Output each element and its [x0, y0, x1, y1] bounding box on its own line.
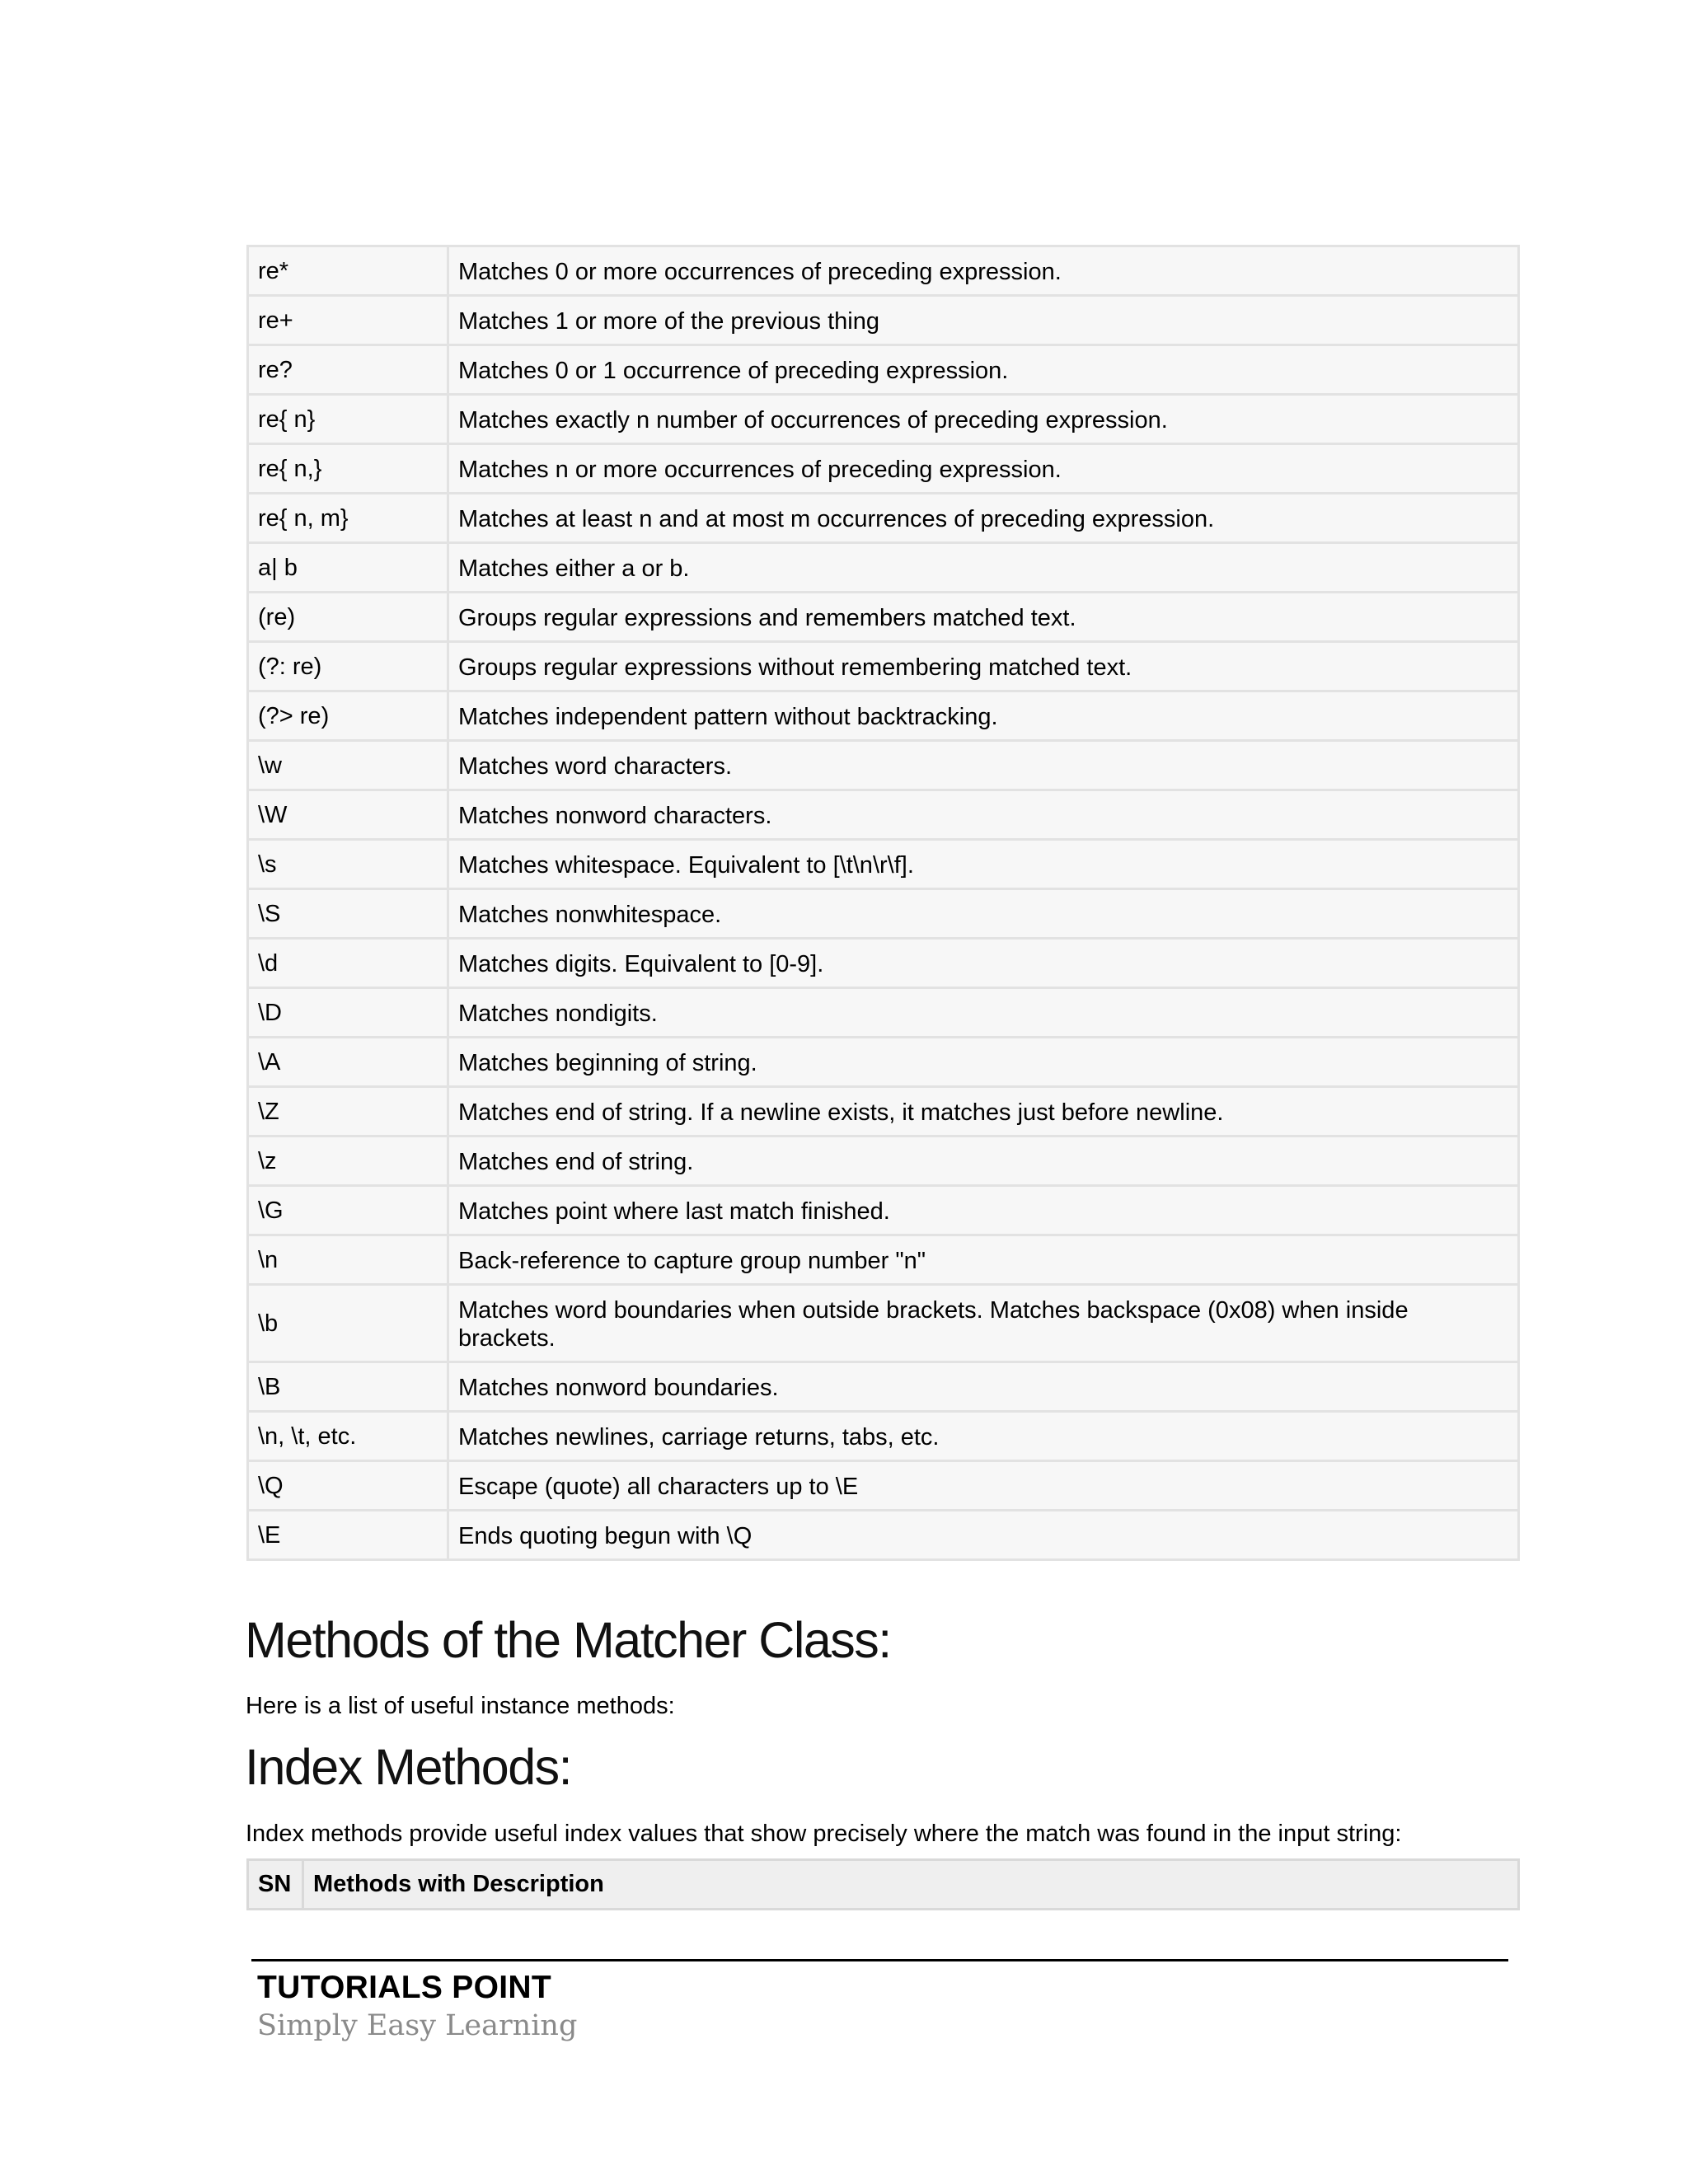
description-cell: Matches whitespace. Equivalent to [\t\n\r\f]. — [448, 840, 1519, 889]
description-cell: Matches independent pattern without backtracking. — [448, 691, 1519, 741]
description-cell: Matches word characters. — [448, 741, 1519, 790]
subexpression-cell: \Z — [248, 1087, 448, 1137]
table-row — [248, 395, 1519, 444]
table-row — [248, 1511, 1519, 1560]
footer-brand: TUTORIALS POINT — [257, 1970, 551, 2005]
description-cell: Matches exactly n number of occurrences of preceding expression. — [448, 395, 1519, 444]
description-cell: Matches beginning of string. — [448, 1038, 1519, 1087]
description-cell: Matches end of string. — [448, 1137, 1519, 1186]
table-row — [248, 593, 1519, 642]
subexpression-cell: re{ n, m} — [248, 494, 448, 543]
table-row — [248, 889, 1519, 939]
subexpression-cell: \w — [248, 741, 448, 790]
description-cell: Back-reference to capture group number "n" — [448, 1235, 1519, 1285]
table-row — [248, 642, 1519, 691]
table-row — [248, 840, 1519, 889]
table-row — [248, 296, 1519, 345]
subexpression-cell: \B — [248, 1362, 448, 1412]
subexpression-cell: \n — [248, 1235, 448, 1285]
index-methods-table — [246, 1858, 1520, 1910]
subexpression-cell: \z — [248, 1137, 448, 1186]
subexpression-cell: re* — [248, 246, 448, 296]
subexpression-cell: \S — [248, 889, 448, 939]
table-row — [248, 1362, 1519, 1412]
table-row — [248, 1137, 1519, 1186]
subexpression-cell: \Q — [248, 1461, 448, 1511]
table-row — [248, 1285, 1519, 1362]
description-cell: Matches at least n and at most m occurrences of preceding expression. — [448, 494, 1519, 543]
section-heading-matcher-methods: Methods of the Matcher Class: — [245, 1612, 891, 1668]
column-header-methods: Methods with Description — [303, 1860, 1519, 1910]
description-cell: Matches n or more occurrences of preceding expression. — [448, 444, 1519, 494]
table-row — [248, 988, 1519, 1038]
subexpression-cell: re? — [248, 345, 448, 395]
table-row — [248, 790, 1519, 840]
subexpression-cell: \s — [248, 840, 448, 889]
description-cell: Matches nonword boundaries. — [448, 1362, 1519, 1412]
table-header-row — [248, 1860, 1519, 1910]
table-row — [248, 1461, 1519, 1511]
description-cell: Escape (quote) all characters up to \E — [448, 1461, 1519, 1511]
description-cell: Matches nondigits. — [448, 988, 1519, 1038]
section-intro-matcher: Here is a list of useful instance methods: — [246, 1693, 675, 1719]
table-row — [248, 1038, 1519, 1087]
description-cell: Matches newlines, carriage returns, tabs, etc. — [448, 1412, 1519, 1461]
table-row — [248, 1087, 1519, 1137]
regex-table-body — [248, 246, 1519, 1560]
table-row — [248, 1186, 1519, 1235]
section-heading-index-methods: Index Methods: — [245, 1739, 572, 1795]
subexpression-cell: \G — [248, 1186, 448, 1235]
subexpression-cell: (re) — [248, 593, 448, 642]
regex-syntax-table — [246, 245, 1520, 1561]
table-row — [248, 1412, 1519, 1461]
table-row — [248, 741, 1519, 790]
subexpression-cell: \D — [248, 988, 448, 1038]
table-row — [248, 246, 1519, 296]
subexpression-cell: \n, \t, etc. — [248, 1412, 448, 1461]
description-cell: Matches digits. Equivalent to [0-9]. — [448, 939, 1519, 988]
table-row — [248, 345, 1519, 395]
footer-divider — [251, 1959, 1508, 1961]
table-row — [248, 494, 1519, 543]
section-intro-index: Index methods provide useful index values that show precisely where the match was found in the input string: — [246, 1821, 1402, 1847]
description-cell: Matches nonword characters. — [448, 790, 1519, 840]
footer-tagline: Simply Easy Learning — [257, 2009, 578, 2042]
subexpression-cell: \A — [248, 1038, 448, 1087]
table-row — [248, 444, 1519, 494]
subexpression-cell: \E — [248, 1511, 448, 1560]
subexpression-cell: \W — [248, 790, 448, 840]
description-cell: Matches nonwhitespace. — [448, 889, 1519, 939]
subexpression-cell: a| b — [248, 543, 448, 593]
subexpression-cell: \b — [248, 1285, 448, 1362]
table-row — [248, 939, 1519, 988]
description-cell: Matches end of string. If a newline exists, it matches just before newline. — [448, 1087, 1519, 1137]
description-cell: Matches point where last match finished. — [448, 1186, 1519, 1235]
description-cell: Matches 0 or 1 occurrence of preceding expression. — [448, 345, 1519, 395]
description-cell: Matches either a or b. — [448, 543, 1519, 593]
table-row — [248, 691, 1519, 741]
subexpression-cell: re+ — [248, 296, 448, 345]
subexpression-cell: re{ n} — [248, 395, 448, 444]
description-cell: Matches 0 or more occurrences of preceding expression. — [448, 246, 1519, 296]
description-cell: Groups regular expressions without remembering matched text. — [448, 642, 1519, 691]
subexpression-cell: re{ n,} — [248, 444, 448, 494]
table-row — [248, 1235, 1519, 1285]
table-row — [248, 543, 1519, 593]
description-cell: Matches 1 or more of the previous thing — [448, 296, 1519, 345]
description-cell: Ends quoting begun with \Q — [448, 1511, 1519, 1560]
subexpression-cell: (?: re) — [248, 642, 448, 691]
description-cell: Matches word boundaries when outside brackets. Matches backspace (0x08) when inside brackets. — [448, 1285, 1519, 1362]
subexpression-cell: \d — [248, 939, 448, 988]
subexpression-cell: (?> re) — [248, 691, 448, 741]
column-header-sn: SN — [248, 1860, 303, 1910]
description-cell: Groups regular expressions and remembers matched text. — [448, 593, 1519, 642]
